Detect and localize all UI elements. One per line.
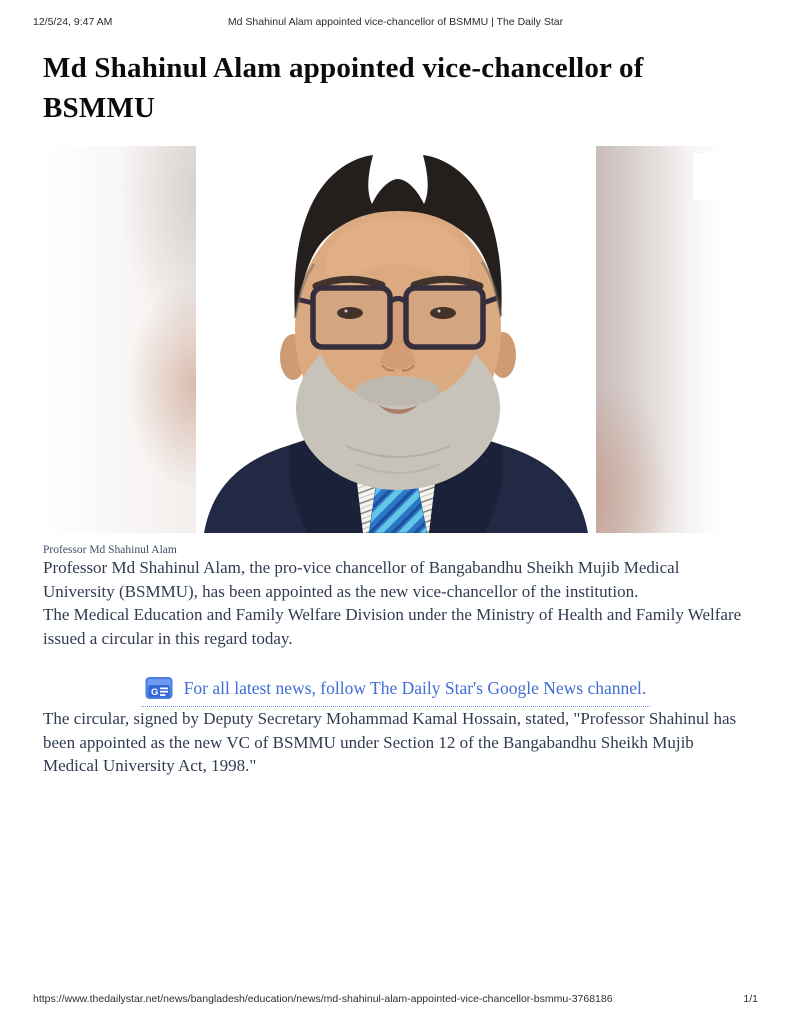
footer-url: https://www.thedailystar.net/news/bangladesh/education/news/md-shahinul-alam-appointed-vice-chancellor-bsmmu-3768186 xyxy=(33,993,613,1005)
photo-right-blur-decoration xyxy=(596,146,748,533)
article-paragraph: The Medical Education and Family Welfare Division under the Ministry of Health and Family Welfare issued a circular in this regard today. xyxy=(43,605,742,648)
header-document-title: Md Shahinul Alam appointed vice-chancellor of BSMMU | The Daily Star xyxy=(227,16,564,28)
article-headline: Md Shahinul Alam appointed vice-chancellor of BSMMU xyxy=(43,52,644,124)
google-news-link[interactable] xyxy=(141,676,651,707)
photo-white-patch xyxy=(693,153,745,200)
svg-text:G: G xyxy=(150,687,159,698)
article-paragraph: Professor Md Shahinul Alam, the pro-vice chancellor of Bangabandhu Sheikh Mujib Medical University (BSMMU), has been appointed as the new vice-chancellor of the institution. xyxy=(43,558,680,601)
google-news-icon xyxy=(145,676,173,700)
article-paragraph: The circular, signed by Deputy Secretary Mohammad Kamal Hossain, stated, "Professor Shahinul has been appointed as the new VC of BSMMU under Section 12 of the Bangabandhu Sheikh Mujib Medical University Act, 1998." xyxy=(43,709,737,775)
photo-left-blur-decoration xyxy=(43,146,196,533)
portrait-of-md-shahinul-alam xyxy=(196,146,596,533)
portrait-illustration xyxy=(196,146,596,533)
header-datetime: 12/5/24, 9:47 AM xyxy=(33,16,113,28)
footer-page-number: 1/1 xyxy=(743,993,758,1005)
article xyxy=(43,48,748,778)
photo-caption: Professor Md Shahinul Alam xyxy=(43,544,177,556)
google-news-link-label: For all latest news, follow The Daily Star's Google News channel. xyxy=(183,677,647,698)
article-photo xyxy=(43,146,748,533)
